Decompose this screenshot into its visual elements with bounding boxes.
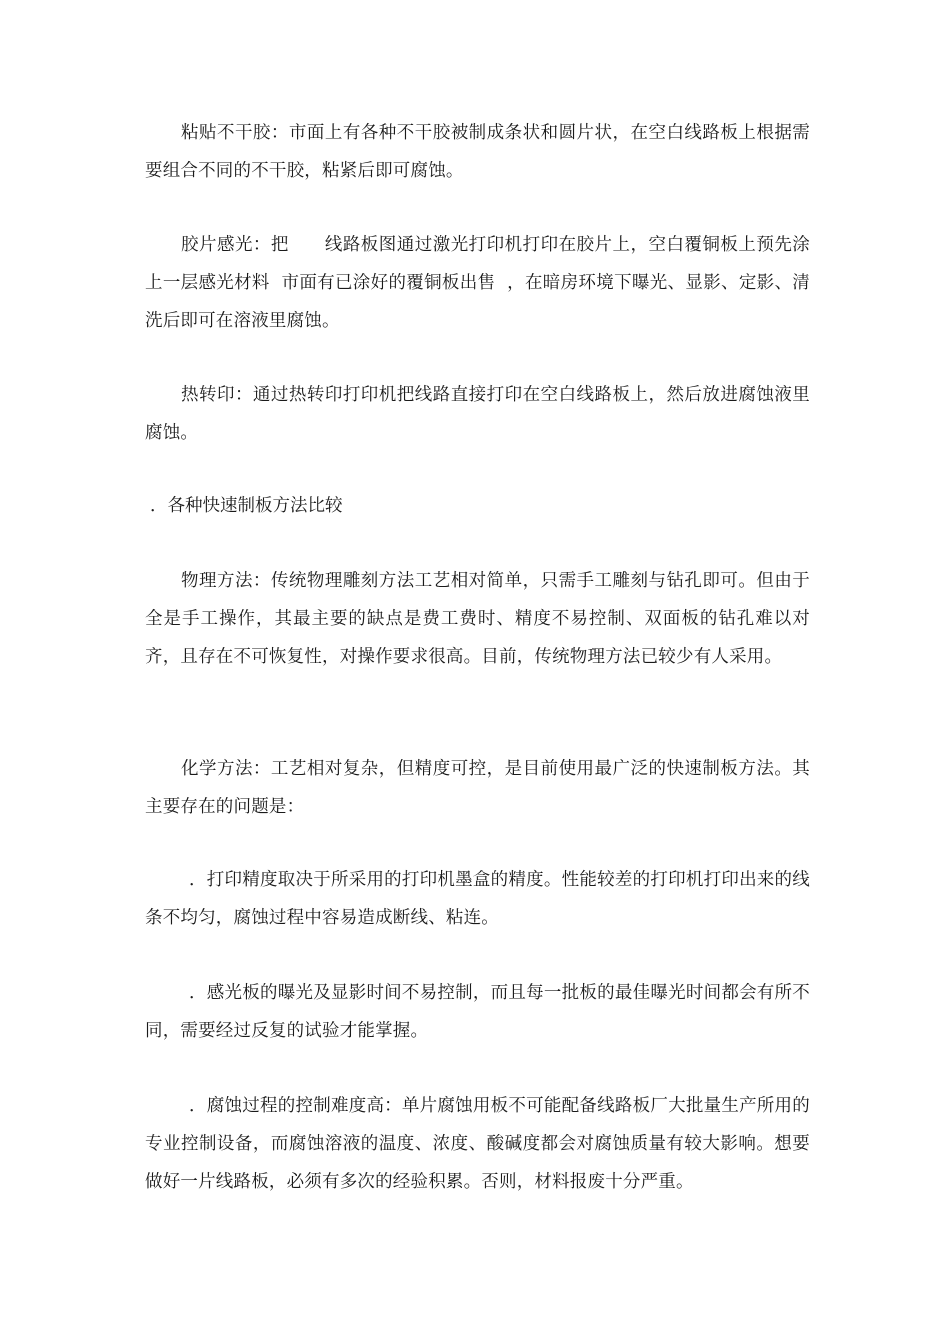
section-heading: ．各种快速制板方法比较 xyxy=(150,496,343,516)
paragraph-chemical-method: 化学方法：工艺相对复杂，但精度可控，是目前使用最广泛的快速制板方法。其主要存在的问题是： xyxy=(145,759,810,817)
paragraph-adhesive-method: 粘贴不干胶：市面上有各种不干胶被制成条状和圆片状，在空白线路板上根据需要组合不同的不干胶，粘紧后即可腐蚀。 xyxy=(145,123,810,181)
paragraph-physical-method: 物理方法：传统物理雕刻方法工艺相对简单，只需手工雕刻与钻孔即可。但由于全是手工操作，其最主要的缺点是费工费时、精度不易控制、双面板的钻孔难以对齐，且存在不可恢复性，对操作要求很高。目前，传统物理方法已较少有人采用。 xyxy=(145,571,810,667)
list-item-etching-control: ．腐蚀过程的控制难度高：单片腐蚀用板不可能配备线路板厂大批量生产所用的专业控制设备，而腐蚀溶液的温度、浓度、酸碱度都会对腐蚀质量有较大影响。想要做好一片线路板，必须有多次的经验积累。否则，材料报废十分严重。 xyxy=(145,1096,810,1192)
list-item-print-precision: ．打印精度取决于所采用的打印机墨盒的精度。性能较差的打印机打印出来的线条不均匀，腐蚀过程中容易造成断线、粘连。 xyxy=(145,870,810,928)
list-item-exposure-control: ．感光板的曝光及显影时间不易控制，而且每一批板的最佳曝光时间都会有所不同，需要经过反复的试验才能掌握。 xyxy=(145,983,810,1041)
paragraph-film-photosensitive-method: 胶片感光：把 线路板图通过激光打印机打印在胶片上，空白覆铜板上预先涂上一层感光材料 市面有已涂好的覆铜板出售 ，在暗房环境下曝光、显影、定影、清洗后即可在溶液里腐蚀。 xyxy=(145,235,810,331)
paragraph-heat-transfer-method: 热转印：通过热转印打印机把线路直接打印在空白线路板上，然后放进腐蚀液里腐蚀。 xyxy=(145,385,810,443)
